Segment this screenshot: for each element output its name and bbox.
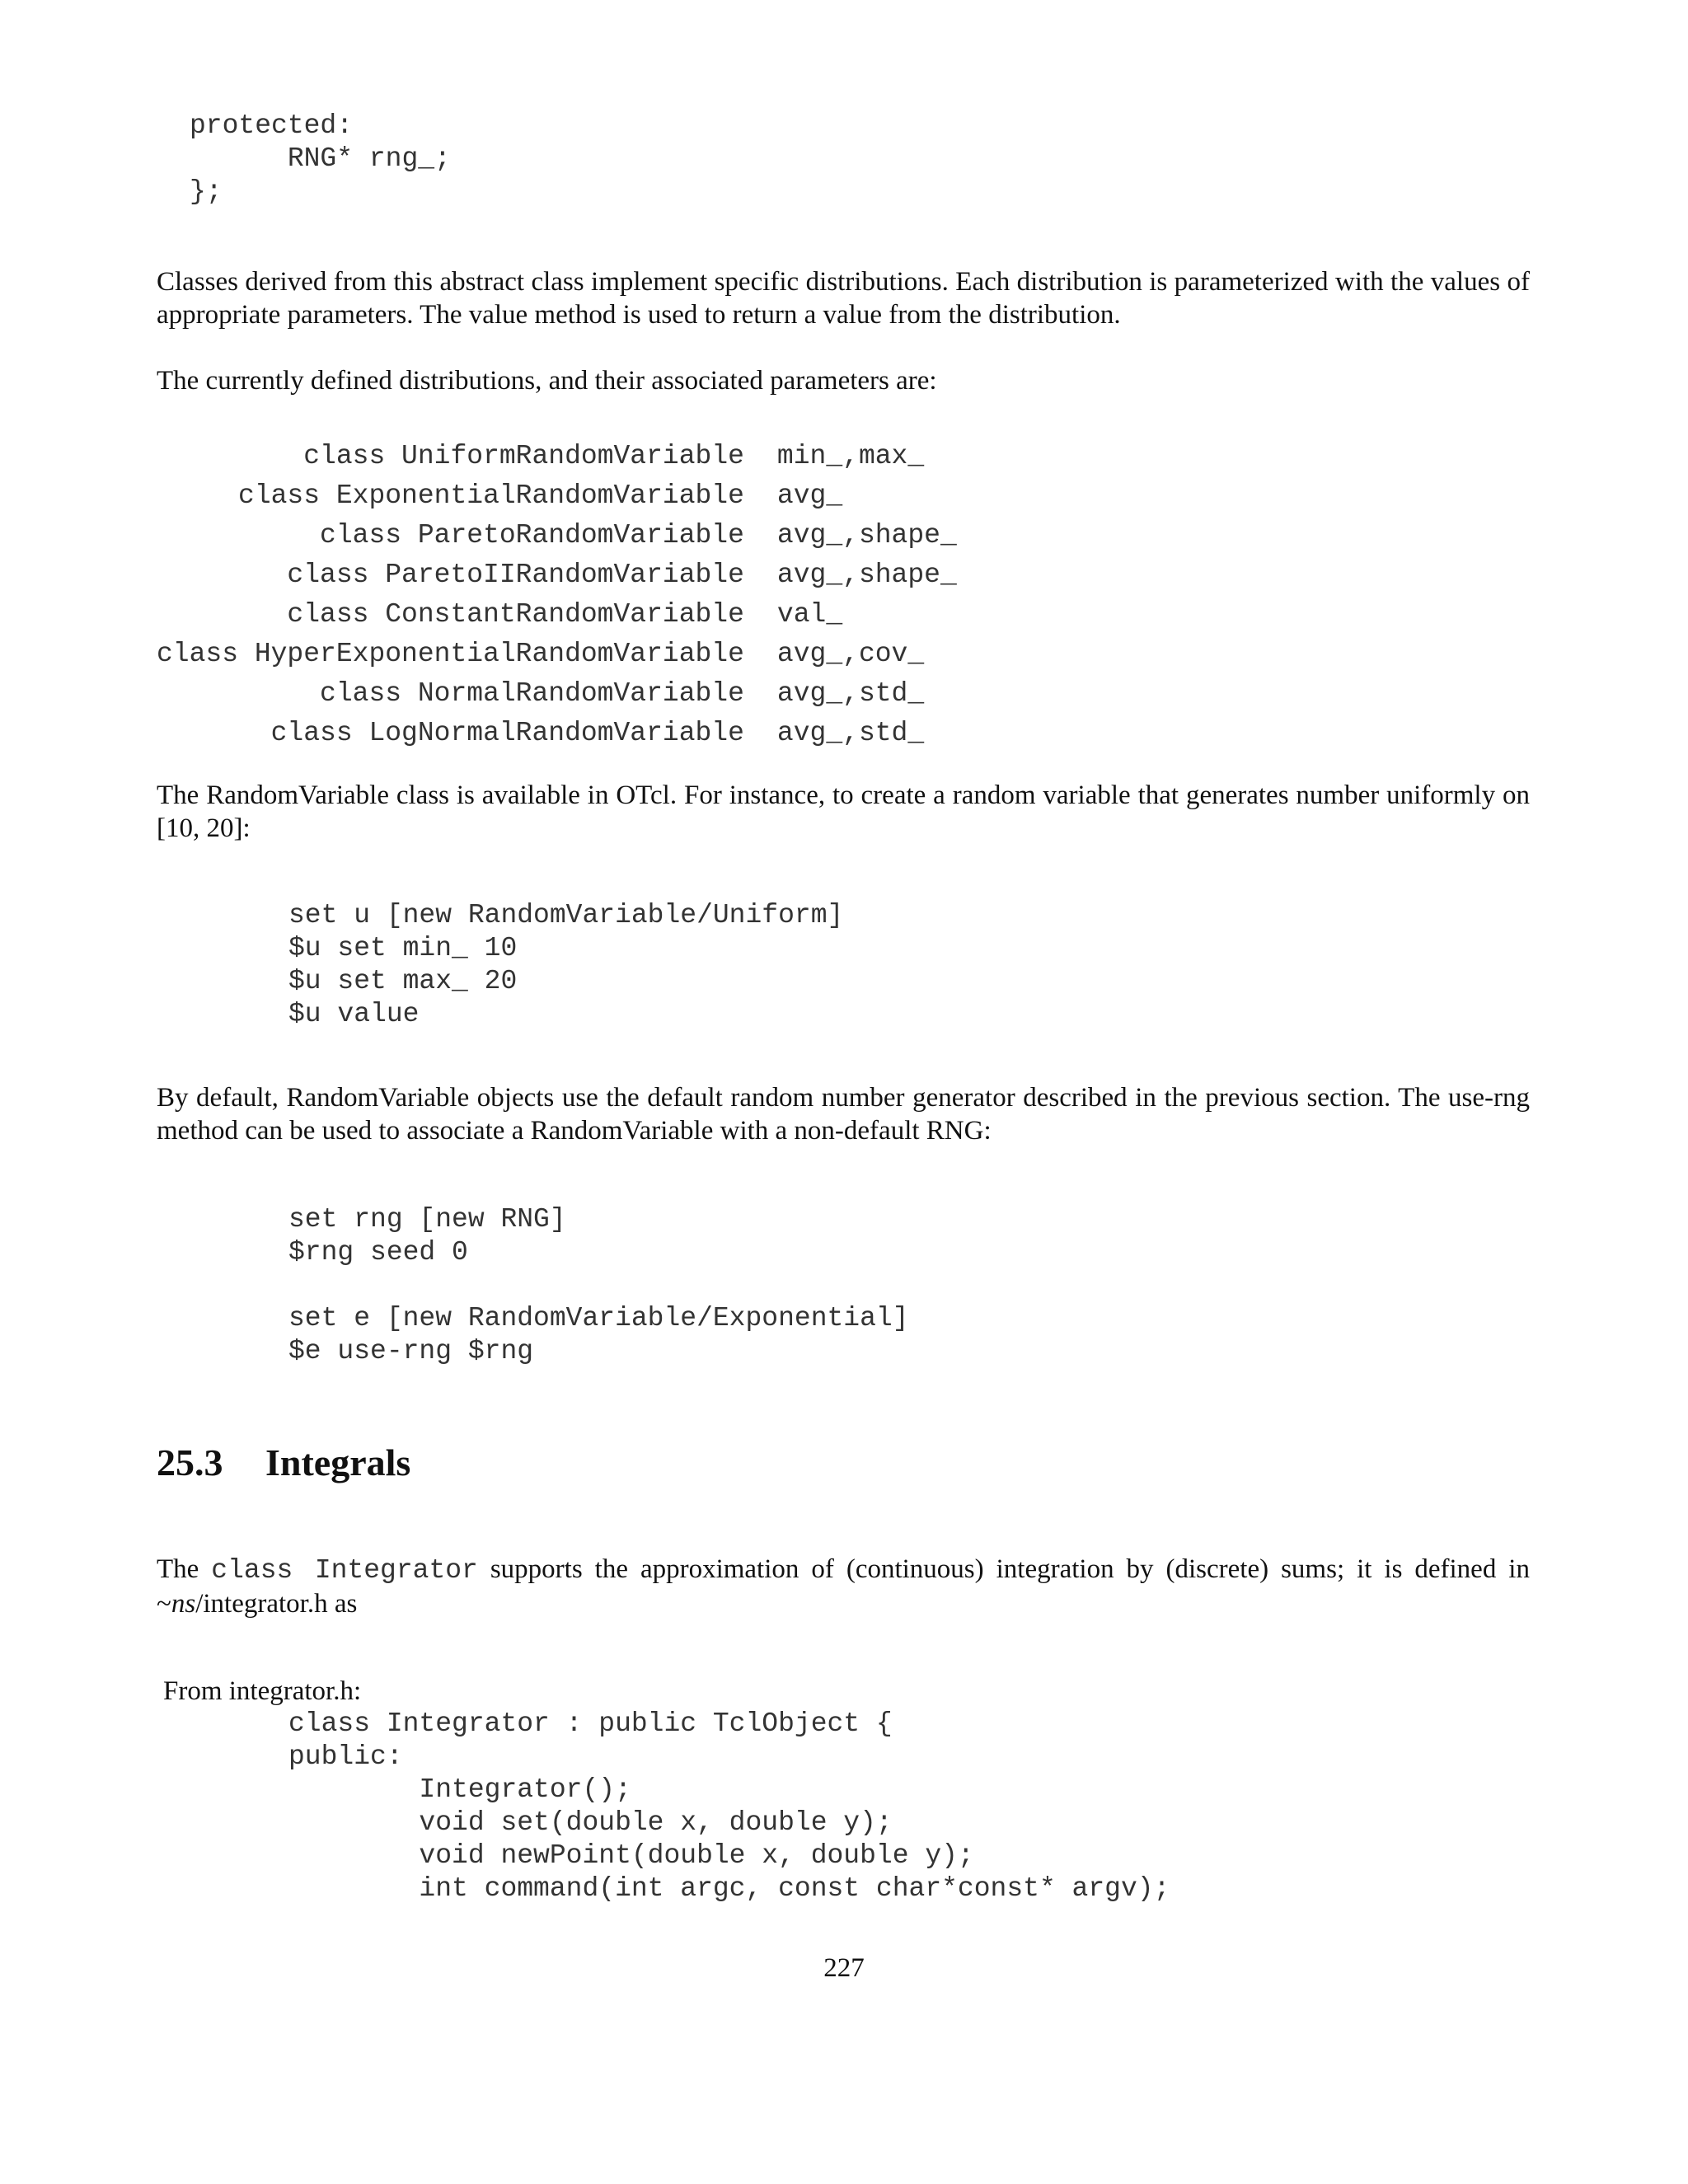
- code-block-uniform: set u [new RandomVariable/Uniform] $u set min_ 10 $u set max_ 20 $u value: [288, 900, 844, 1029]
- section-heading: [157, 1441, 410, 1484]
- distribution-row: [157, 476, 957, 515]
- paragraph-integrator-intro: [157, 1553, 1530, 1620]
- paragraph-derived-classes: Classes derived from this abstract class implement specific distributions. Each distribution is parameterized with the values of appropriate parameters. The value method is used to return a value from the distribution.: [157, 267, 1530, 330]
- page-number: 227: [823, 1953, 865, 1983]
- section-number: 25.3: [157, 1441, 223, 1483]
- distribution-table: [157, 436, 957, 752]
- distribution-class: class ConstantRandomVariable: [287, 598, 744, 630]
- paragraph-defined-distributions: The currently defined distributions, and their associated parameters are:: [157, 366, 937, 396]
- section-title: Integrals: [265, 1441, 411, 1483]
- paragraph-default-rng: By default, RandomVariable objects use the default random number generator described in the previous section. The use-rng method can be used to associate a RandomVariable with a non-default RNG:: [157, 1083, 1530, 1146]
- distribution-params: val_: [776, 598, 843, 630]
- distribution-class: class ExponentialRandomVariable: [238, 480, 744, 511]
- distribution-row: [157, 515, 957, 555]
- distribution-row: [157, 555, 957, 594]
- distribution-row: [157, 594, 957, 634]
- distribution-params: avg_,shape_: [776, 559, 957, 590]
- ns-italic: ns: [171, 1589, 196, 1619]
- distribution-params: avg_,std_: [776, 717, 925, 748]
- inline-code-class-integrator: class Integrator: [211, 1555, 478, 1586]
- distribution-class: class HyperExponentialRandomVariable: [157, 638, 744, 669]
- distribution-class: class NormalRandomVariable: [320, 677, 744, 709]
- para5-post: /integrator.h as: [195, 1589, 358, 1619]
- distribution-params: avg_,cov_: [776, 638, 925, 669]
- distribution-params: avg_: [776, 480, 843, 511]
- distribution-class: class LogNormalRandomVariable: [270, 717, 744, 748]
- distribution-class: class ParetoIIRandomVariable: [287, 559, 744, 590]
- paragraph-otcl-availability: The RandomVariable class is available in OTcl. For instance, to create a random variable that generates number uniformly on [10, 20]:: [157, 780, 1530, 843]
- distribution-row: [157, 436, 957, 476]
- distribution-row: [157, 673, 957, 713]
- code-block-integrator: class Integrator : public TclObject { public: Integrator(); void set(double x, double y); void newPoint(double x, double y); int command(int argc, const char*const* argv);: [288, 1708, 1170, 1904]
- distribution-params: avg_,std_: [776, 677, 925, 709]
- para5-mid: supports the approximation of (continuous) integration by (discrete) sums; it is defined in ~: [157, 1554, 1530, 1619]
- para5-pre: The: [157, 1554, 212, 1584]
- distribution-params: min_,max_: [776, 440, 925, 471]
- distribution-params: avg_,shape_: [776, 519, 957, 551]
- distribution-class: class ParetoRandomVariable: [320, 519, 744, 551]
- from-integrator-label: From integrator.h:: [163, 1676, 362, 1706]
- distribution-row: [157, 634, 957, 673]
- code-block-rng: set rng [new RNG] $rng seed 0 set e [new RandomVariable/Exponential] $e use-rng $rng: [288, 1204, 909, 1366]
- distribution-row: [157, 713, 957, 752]
- distribution-class: class UniformRandomVariable: [303, 440, 744, 471]
- code-block-protected: protected: RNG* rng_; };: [190, 110, 451, 207]
